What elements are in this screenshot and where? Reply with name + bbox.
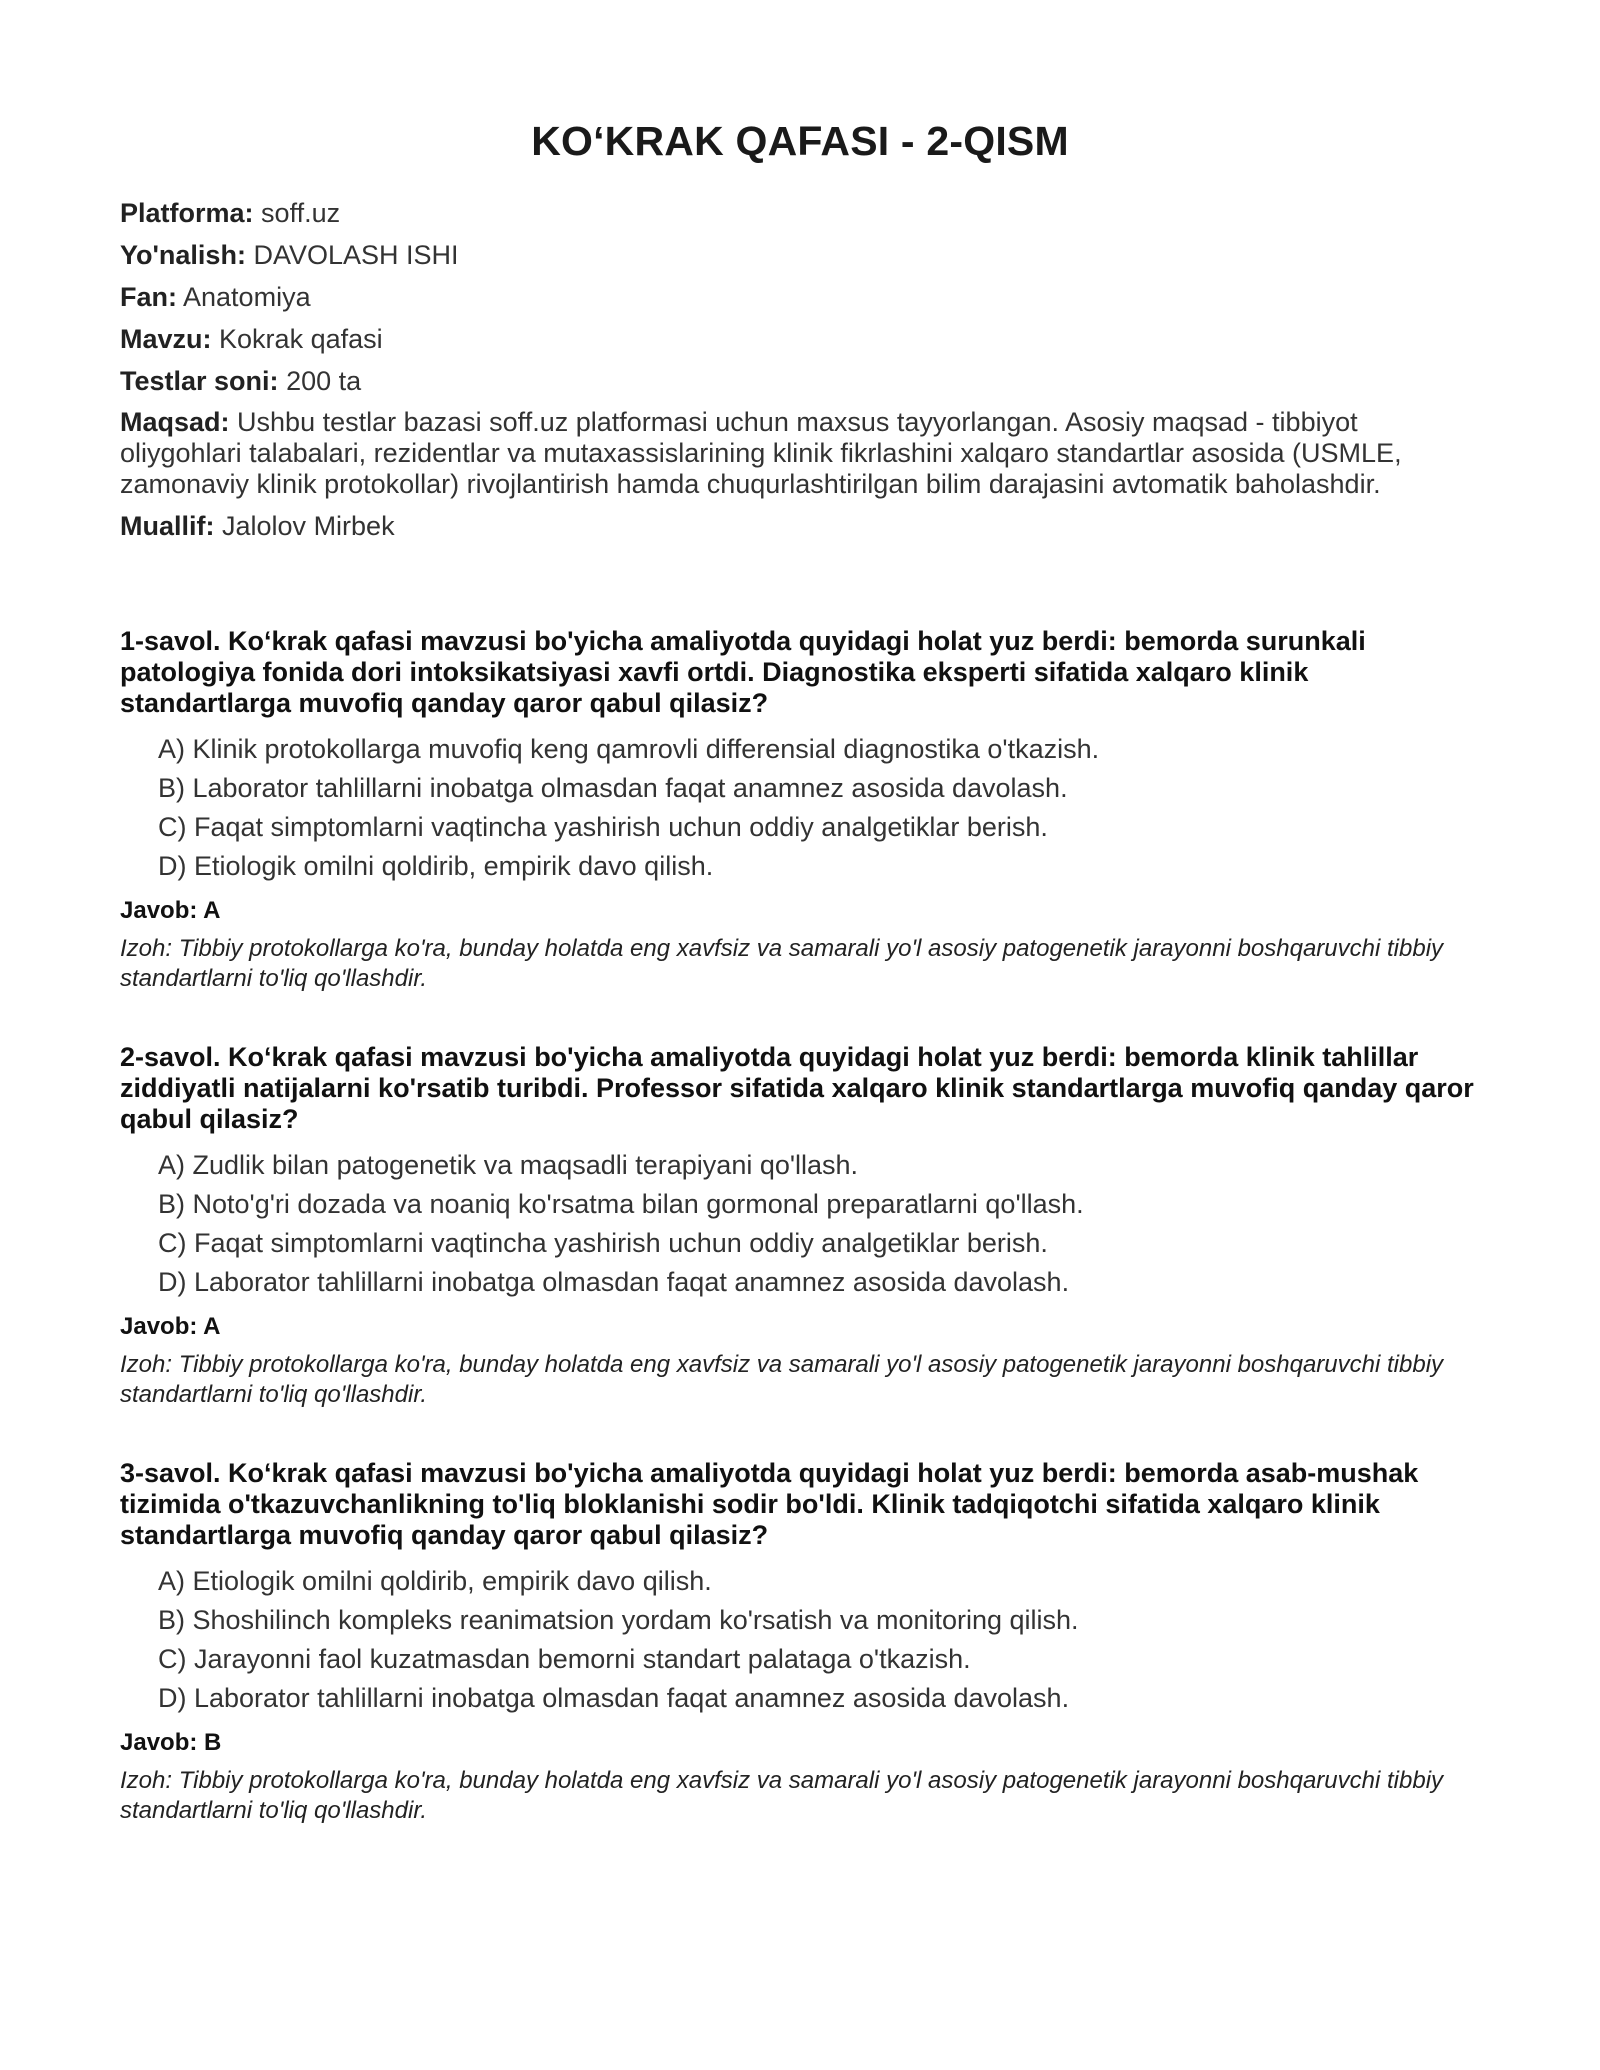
question-text: 2-savol. Ko‘krak qafasi mavzusi bo'yicha amaliyotda quyidagi holat yuz berdi: bemorda klinik tahlillar ziddiyatli natijalarni ko'rsatib turibdi. Professor sifatida xalqaro klinik standartlarga muvofiq qanday qaror qabul qilasiz? bbox=[120, 1042, 1474, 1134]
answer-option: A) Klinik protokollarga muvofiq keng qamrovli differensial diagnostika o'tkazish. bbox=[158, 734, 1100, 764]
answer-options bbox=[120, 1149, 1480, 1298]
meta-platform-value: soff.uz bbox=[261, 198, 341, 228]
answer-option: A) Etiologik omilni qoldirib, empirik davo qilish. bbox=[158, 1566, 712, 1596]
meta-subject-label: Fan: bbox=[120, 282, 177, 312]
meta-topic-label: Mavzu: bbox=[120, 324, 212, 354]
answer-option: B) Laborator tahlillarni inobatga olmasdan faqat anamnez asosida davolash. bbox=[158, 773, 1068, 803]
meta-tests-label: Testlar soni: bbox=[120, 366, 279, 396]
correct-answer: Javob: A bbox=[120, 897, 221, 924]
meta-topic bbox=[120, 323, 1480, 355]
meta-platform-label: Platforma: bbox=[120, 198, 254, 228]
question-text: 1-savol. Ko‘krak qafasi mavzusi bo'yicha amaliyotda quyidagi holat yuz berdi: bemorda surunkali patologiya fonida dori intoksikatsiyasi xavfi ortdi. Diagnostika eksperti sifatida xalqaro klinik standartlarga muvofiq qanday qaror qabul qilasiz? bbox=[120, 626, 1366, 718]
answer-explanation: Izoh: Tibbiy protokollarga ko'ra, bunday holatda eng xavfsiz va samarali yo'l asosiy patogenetik jarayonni boshqaruvchi tibbiy standartlarni to'liq qo'llashdir. bbox=[120, 935, 1444, 992]
answer-option: B) Shoshilinch kompleks reanimatsion yordam ko'rsatish va monitoring qilish. bbox=[158, 1605, 1079, 1635]
question-text: 3-savol. Ko‘krak qafasi mavzusi bo'yicha amaliyotda quyidagi holat yuz berdi: bemorda asab-mushak tizimida o'tkazuvchanlikning to'liq bloklanishi sodir bo'ldi. Klinik tadqiqotchi sifatida xalqaro klinik standartlarga muvofiq qanday qaror qabul qilasiz? bbox=[120, 1458, 1419, 1550]
document-meta bbox=[120, 197, 1480, 542]
question-block bbox=[120, 1458, 1480, 1826]
answer-explanation: Izoh: Tibbiy protokollarga ko'ra, bunday holatda eng xavfsiz va samarali yo'l asosiy patogenetik jarayonni boshqaruvchi tibbiy standartlarni to'liq qo'llashdir. bbox=[120, 1351, 1444, 1408]
answer-options bbox=[120, 1565, 1480, 1714]
meta-platform bbox=[120, 197, 1480, 229]
meta-goal-value: Ushbu testlar bazasi soff.uz platformasi uchun maxsus tayyorlangan. Asosiy maqsad - tibbiyot oliygohlari talabalari, rezidentlar va mutaxassislarining klinik fikrlashini xalqaro standartlar asosida (USMLE, zamonaviy klinik protokollar) rivojlantirish hamda chuqurlashtirilgan bilim darajasini avtomatik baholashdir. bbox=[120, 407, 1402, 499]
meta-author bbox=[120, 510, 1480, 542]
meta-tests-count bbox=[120, 365, 1480, 397]
answer-option: D) Laborator tahlillarni inobatga olmasdan faqat anamnez asosida davolash. bbox=[158, 1683, 1070, 1713]
correct-answer: Javob: A bbox=[120, 1313, 221, 1340]
document-title: KO‘KRAK QAFASI - 2-QISM bbox=[531, 118, 1069, 164]
meta-goal-label: Maqsad: bbox=[120, 407, 230, 437]
meta-subject-value: Anatomiya bbox=[183, 282, 311, 312]
meta-topic-value: Kokrak qafasi bbox=[219, 324, 383, 354]
meta-direction bbox=[120, 239, 1480, 271]
meta-goal bbox=[120, 407, 1480, 500]
answer-option: C) Jarayonni faol kuzatmasdan bemorni standart palataga o'tkazish. bbox=[158, 1644, 971, 1674]
answer-option: D) Laborator tahlillarni inobatga olmasdan faqat anamnez asosida davolash. bbox=[158, 1267, 1070, 1297]
correct-answer: Javob: B bbox=[120, 1729, 222, 1756]
answer-option: C) Faqat simptomlarni vaqtincha yashirish uchun oddiy analgetiklar berish. bbox=[158, 1228, 1048, 1258]
answer-option: B) Noto'g'ri dozada va noaniq ko'rsatma bilan gormonal preparatlarni qo'llash. bbox=[158, 1189, 1084, 1219]
answer-option: C) Faqat simptomlarni vaqtincha yashirish uchun oddiy analgetiklar berish. bbox=[158, 812, 1048, 842]
meta-author-label: Muallif: bbox=[120, 511, 215, 541]
meta-direction-value: DAVOLASH ISHI bbox=[253, 240, 459, 270]
answer-options bbox=[120, 733, 1480, 882]
meta-tests-value: 200 ta bbox=[286, 366, 362, 396]
answer-option: D) Etiologik omilni qoldirib, empirik davo qilish. bbox=[158, 851, 714, 881]
meta-subject bbox=[120, 281, 1480, 313]
question-block bbox=[120, 1042, 1480, 1410]
meta-author-value: Jalolov Mirbek bbox=[222, 511, 395, 541]
answer-option: A) Zudlik bilan patogenetik va maqsadli terapiyani qo'llash. bbox=[158, 1150, 859, 1180]
answer-explanation: Izoh: Tibbiy protokollarga ko'ra, bunday holatda eng xavfsiz va samarali yo'l asosiy patogenetik jarayonni boshqaruvchi tibbiy standartlarni to'liq qo'llashdir. bbox=[120, 1767, 1444, 1824]
question-block bbox=[120, 626, 1480, 994]
meta-direction-label: Yo'nalish: bbox=[120, 240, 246, 270]
question-list bbox=[120, 626, 1480, 1826]
